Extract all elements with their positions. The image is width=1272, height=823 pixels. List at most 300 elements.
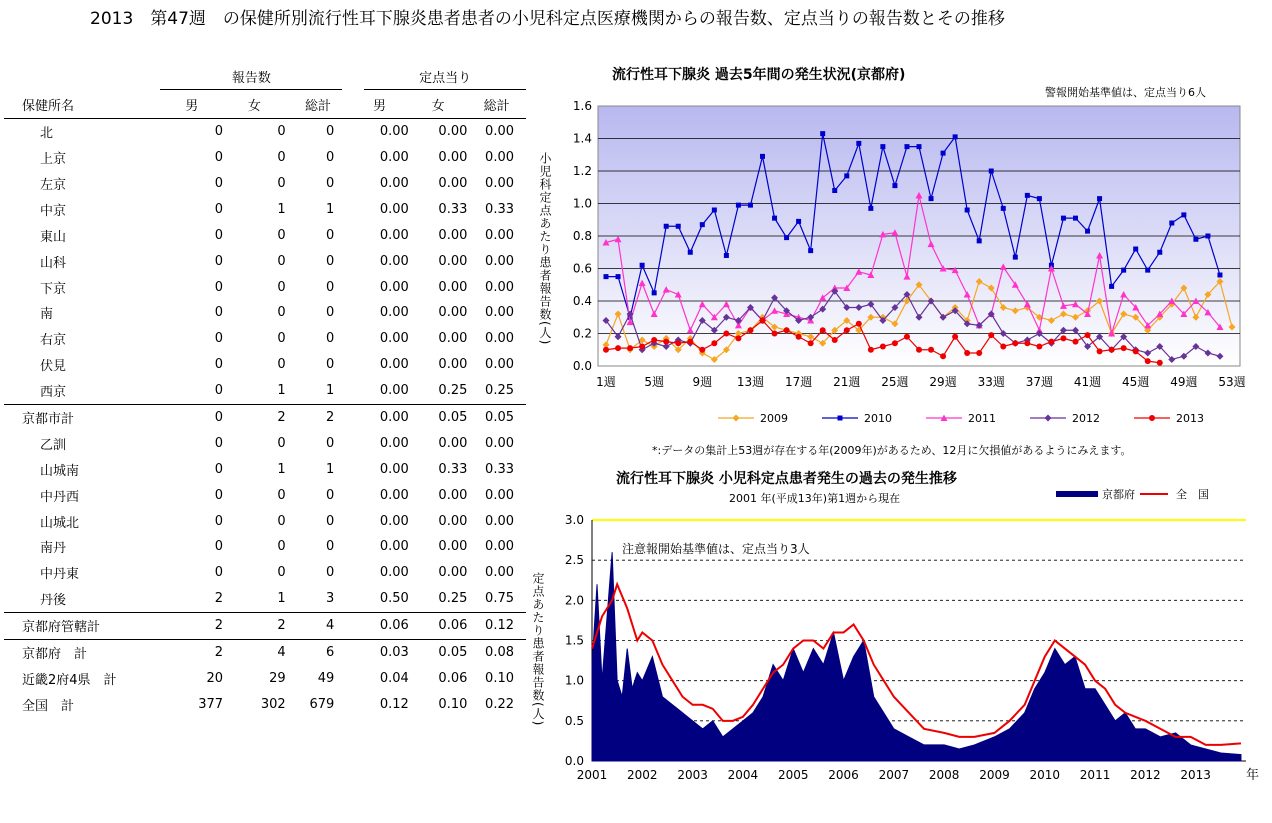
data-point (929, 196, 934, 201)
row-name: 東山 (40, 229, 67, 245)
column-header: 総計 (467, 92, 526, 118)
y-tick-label: 3.0 (564, 513, 584, 527)
data-point (1060, 335, 1066, 341)
legend-label: 2011 (968, 412, 996, 425)
row-value: 0 (277, 227, 286, 243)
row-value: 0.00 (438, 565, 468, 581)
data-point (1169, 221, 1174, 226)
row-value: 1 (223, 586, 286, 612)
data-point (820, 131, 825, 136)
row-value: 0.00 (438, 357, 468, 373)
data-point (760, 318, 766, 324)
legend-label: 全 国 (1176, 488, 1209, 501)
column-header: 総計 (286, 92, 351, 118)
row-value: 0.50 (350, 586, 409, 612)
data-point (904, 144, 909, 149)
table-row (4, 482, 526, 508)
row-value: 3 (286, 586, 351, 612)
data-point (1061, 216, 1066, 221)
row-value: 0.22 (485, 696, 514, 712)
row-value: 0.00 (438, 279, 468, 295)
data-point (712, 208, 717, 213)
data-point (1097, 348, 1103, 354)
y-tick-label: 2.5 (564, 553, 584, 568)
page-title: 2013 第47週 の保健所別流行性耳下腺炎患者患者の小児科定点医療機関からの報告数、定点当りの報告数とその推移 (90, 9, 1005, 29)
row-value: 0 (326, 279, 335, 295)
row-value: 0.00 (379, 435, 409, 451)
x-tick-label: 2009 (979, 768, 1010, 782)
row-value: 0 (160, 378, 223, 404)
table-row (4, 534, 526, 560)
row-name: 南 (40, 307, 54, 323)
row-value: 0 (214, 201, 224, 217)
table-row (4, 456, 526, 482)
data-point (760, 154, 765, 159)
row-value: 1 (286, 378, 351, 404)
x-tick-label: 13週 (736, 375, 765, 389)
table-row (4, 586, 526, 612)
table-row (4, 300, 526, 326)
table-row (4, 352, 526, 378)
legend-item (822, 412, 892, 425)
row-value: 0.05 (409, 404, 468, 430)
row-value: 49 (317, 670, 335, 686)
series-area-kyoto (592, 552, 1241, 761)
data-point (747, 327, 753, 333)
row-value: 0.00 (485, 331, 514, 347)
data-point (1037, 196, 1042, 201)
table-row (4, 378, 526, 404)
row-value: 0.00 (379, 513, 409, 529)
x-tick-label: 2011 (1079, 768, 1111, 782)
column-header: 男 (160, 92, 223, 118)
row-value: 0 (277, 279, 286, 295)
row-name: 全国 計 (22, 698, 75, 714)
data-point (838, 416, 843, 421)
data-point (627, 345, 633, 351)
data-point (699, 347, 705, 353)
row-value: 0.00 (379, 565, 409, 581)
row-value: 0 (326, 565, 335, 581)
data-point (1073, 216, 1078, 221)
row-value: 0.10 (438, 696, 468, 712)
row-value: 6 (286, 639, 351, 665)
data-point (1109, 284, 1114, 289)
data-point (953, 134, 958, 139)
row-value: 0.00 (438, 487, 468, 503)
row-value: 0.00 (379, 357, 409, 373)
data-point (615, 345, 621, 351)
row-value: 29 (269, 670, 286, 686)
x-tick-label: 2006 (828, 768, 859, 782)
row-value: 0.00 (350, 378, 409, 404)
x-tick-label: 45週 (1122, 375, 1150, 389)
row-name: 右京 (40, 333, 67, 349)
data-point (1013, 255, 1018, 260)
row-value: 0.00 (485, 487, 514, 503)
data-point (772, 331, 778, 337)
legend-item (1134, 412, 1204, 425)
x-tick-label: 2002 (627, 768, 658, 782)
row-value: 0.00 (438, 150, 468, 166)
data-point (688, 250, 693, 255)
data-point (892, 340, 898, 346)
row-name: 南丹 (40, 541, 67, 557)
legend-swatch (1056, 491, 1098, 497)
table-row (4, 560, 526, 586)
data-point (639, 344, 645, 350)
data-point (1193, 237, 1198, 242)
table-row (4, 508, 526, 534)
data-point (1121, 345, 1127, 351)
row-value: 0.10 (485, 670, 514, 686)
row-value: 0.33 (438, 461, 468, 477)
data-point (1133, 247, 1138, 252)
data-point (964, 350, 970, 356)
chart2-ylabel: 定点あたり患者報告数(人) (531, 572, 545, 727)
y-tick-label: 0.4 (572, 294, 592, 308)
data-point (748, 203, 753, 208)
row-value: 20 (206, 670, 224, 686)
data-point (664, 224, 669, 229)
row-name: 山科 (40, 255, 67, 271)
x-tick-label: 2008 (928, 768, 960, 782)
row-value: 0.06 (350, 612, 409, 639)
data-point (1097, 196, 1102, 201)
table-row (4, 639, 526, 665)
row-value: 0.00 (438, 435, 468, 451)
x-tick-label: 9週 (692, 375, 713, 389)
data-point (733, 415, 740, 422)
data-point (1012, 340, 1018, 346)
x-tick-label: 2001 (576, 768, 608, 782)
table-row (4, 248, 526, 274)
data-point (965, 208, 970, 213)
legend-label: 2013 (1176, 412, 1204, 425)
x-tick-label: 21週 (833, 375, 861, 389)
row-name: 西京 (4, 378, 160, 404)
data-point (941, 151, 946, 156)
group-header-reports: 報告数 (160, 66, 350, 92)
data-point (808, 248, 813, 253)
legend-label: 2009 (760, 412, 788, 425)
data-point (868, 347, 874, 353)
row-value: 2 (223, 612, 286, 639)
x-tick-label: 2012 (1130, 768, 1161, 782)
row-name: 京都府 計 (4, 639, 160, 665)
row-value: 0.00 (379, 124, 409, 140)
table-row (4, 404, 526, 430)
row-value: 0.00 (485, 176, 514, 191)
data-point (603, 347, 609, 353)
data-point (772, 216, 777, 221)
table-row (4, 612, 526, 639)
data-point (916, 347, 922, 353)
y-tick-label: 0.5 (564, 713, 584, 728)
row-value: 0.03 (350, 639, 409, 665)
data-point (1073, 339, 1079, 345)
data-point (1045, 415, 1052, 422)
row-value: 0 (326, 253, 335, 269)
legend-item (718, 412, 788, 425)
row-value: 0.04 (379, 670, 409, 686)
row-name: 京都府管轄計 (4, 612, 160, 639)
row-value: 377 (198, 696, 224, 712)
y-tick-label: 1.2 (572, 164, 592, 178)
row-value: 0.33 (438, 201, 468, 217)
data-point (844, 327, 850, 333)
x-tick-label: 2007 (878, 768, 910, 782)
data-point (640, 263, 645, 268)
row-value: 0 (214, 513, 224, 529)
row-value: 0.00 (438, 227, 468, 243)
y-tick-label: 1.0 (572, 196, 592, 211)
data-point (1001, 206, 1006, 211)
row-value: 4 (286, 612, 351, 639)
data-point (616, 274, 621, 279)
data-point (796, 334, 802, 340)
x-tick-label: 17週 (784, 375, 813, 389)
chart2-xunit: 年 (1246, 768, 1260, 783)
row-value: 0.00 (379, 539, 409, 555)
row-value: 0 (277, 513, 286, 529)
row-name: 中丹東 (40, 567, 80, 583)
row-value: 0.00 (379, 331, 409, 347)
row-value: 2 (160, 639, 223, 665)
row-value: 2 (223, 404, 286, 430)
x-tick-label: 33週 (977, 375, 1005, 389)
y-tick-label: 0.6 (572, 261, 592, 276)
row-name: 中丹西 (40, 489, 80, 505)
row-value: 0 (214, 539, 224, 555)
row-value: 1 (277, 461, 286, 477)
legend (1056, 487, 1209, 501)
data-point (1024, 340, 1030, 346)
table-row (4, 222, 526, 248)
row-value: 1 (326, 461, 335, 477)
chart1-threshold-note: 警報開始基準値は、定点当り6人 (1045, 86, 1206, 99)
data-point (1109, 347, 1115, 353)
row-name: 下京 (40, 281, 67, 297)
row-name: 丹後 (4, 586, 160, 612)
chart1-ylabel: 小児科定点あたり患者報告数(人) (538, 152, 552, 346)
row-value: 0 (214, 487, 224, 503)
table-row (4, 274, 526, 300)
row-value: 0.00 (485, 124, 514, 140)
row-value: 1 (326, 201, 335, 217)
row-value: 0.00 (485, 357, 514, 373)
data-point (808, 340, 814, 346)
data-point (736, 203, 741, 208)
row-value: 0 (214, 124, 224, 140)
y-tick-label: 1.5 (564, 633, 584, 648)
group-header-per-sentinel: 定点当り (350, 66, 526, 92)
row-value: 0 (277, 435, 286, 451)
row-value: 0.00 (438, 513, 468, 529)
x-tick-label: 53週 (1218, 375, 1246, 389)
data-point (1157, 250, 1162, 255)
row-value: 0.12 (379, 696, 409, 712)
row-value: 0.06 (409, 612, 468, 639)
table-row (4, 171, 526, 197)
row-value: 0.00 (485, 435, 514, 451)
column-header: 保健所名 (4, 92, 160, 118)
y-tick-label: 0.0 (572, 359, 592, 373)
y-tick-label: 2.0 (564, 593, 584, 608)
legend-item (1030, 412, 1100, 425)
data-point (676, 224, 681, 229)
y-tick-label: 1.4 (572, 131, 592, 146)
chart1-footnote: *:データの集計上53週が存在する年(2009年)があるため、12月に欠損値があるようにみえます。 (652, 444, 1132, 457)
row-value: 0 (326, 176, 335, 191)
table-row (4, 691, 526, 717)
row-value: 0 (214, 357, 224, 373)
row-value: 0 (160, 404, 223, 430)
row-value: 0.25 (409, 586, 468, 612)
row-value: 0.75 (467, 586, 526, 612)
row-value: 0 (214, 331, 224, 347)
row-value: 0.33 (485, 201, 514, 217)
row-value: 0 (277, 124, 286, 140)
row-value: 2 (160, 586, 223, 612)
group-header-row (4, 66, 526, 92)
row-value: 0.08 (467, 639, 526, 665)
row-name: 上京 (40, 152, 67, 168)
row-name: 山城南 (40, 463, 80, 479)
x-tick-label: 1週 (596, 375, 616, 389)
row-value: 0.00 (379, 176, 409, 191)
x-tick-label: 5週 (644, 375, 664, 389)
row-value: 0.00 (438, 305, 468, 321)
column-header: 女 (409, 92, 468, 118)
row-value: 0 (326, 305, 335, 321)
data-point (880, 144, 885, 149)
column-header-row (4, 92, 526, 118)
row-value: 0 (214, 435, 224, 451)
row-value: 0.00 (438, 253, 468, 269)
data-point (988, 332, 994, 338)
y-tick-label: 1.6 (572, 99, 592, 113)
row-name: 京都市計 (4, 404, 160, 430)
data-point (940, 353, 946, 359)
row-value: 0 (277, 176, 286, 191)
row-value: 0.00 (379, 150, 409, 166)
data-point (1217, 273, 1222, 278)
x-tick-label: 2010 (1029, 768, 1061, 782)
row-value: 0.00 (485, 150, 514, 166)
data-point (1036, 344, 1042, 350)
row-name: 中京 (40, 203, 67, 219)
legend-label: 2012 (1072, 412, 1100, 425)
row-value: 0.33 (485, 461, 514, 477)
chart1-weekly-line (556, 96, 1256, 441)
row-value: 302 (260, 696, 286, 712)
row-value: 2 (160, 612, 223, 639)
column-header: 男 (350, 92, 409, 118)
row-value: 0 (277, 357, 286, 373)
x-tick-label: 29週 (929, 375, 957, 389)
row-value: 0 (326, 487, 335, 503)
row-value: 0 (326, 539, 335, 555)
report-table (4, 66, 526, 717)
data-point (952, 334, 958, 340)
row-value: 0 (277, 539, 286, 555)
data-point (1048, 339, 1054, 345)
row-value: 679 (309, 696, 335, 712)
data-point (663, 339, 669, 345)
row-value: 0.00 (438, 539, 468, 555)
chart2-history-area (548, 484, 1270, 794)
row-name: 左京 (40, 178, 67, 193)
chart2-subtitle: 2001 年(平成13年)第1週から現在 (729, 492, 901, 505)
row-value: 0.00 (379, 227, 409, 243)
data-point (892, 183, 897, 188)
data-point (1149, 415, 1155, 421)
row-value: 1 (223, 378, 286, 404)
table-row (4, 145, 526, 171)
data-point (735, 335, 741, 341)
y-tick-label: 0.2 (572, 326, 592, 341)
y-tick-label: 0.8 (572, 229, 592, 243)
x-tick-label: 25週 (881, 375, 909, 389)
row-value: 0.00 (485, 253, 514, 269)
row-value: 4 (223, 639, 286, 665)
row-value: 0 (214, 461, 224, 477)
data-point (856, 141, 861, 146)
data-point (651, 337, 657, 343)
table-row (4, 665, 526, 691)
x-tick-label: 49週 (1170, 375, 1198, 389)
row-value: 0.05 (409, 639, 468, 665)
row-name: 伏見 (40, 359, 67, 375)
row-value: 0 (214, 227, 224, 243)
row-value: 0.00 (350, 404, 409, 430)
row-value: 0.00 (485, 279, 514, 295)
data-point (844, 173, 849, 178)
x-tick-label: 37週 (1025, 375, 1054, 389)
row-value: 0.00 (485, 513, 514, 529)
row-value: 2 (286, 404, 351, 430)
data-point (784, 327, 790, 333)
data-point (928, 347, 934, 353)
chart2-title: 流行性耳下腺炎 小児科定点患者発生の過去の発生推移 (616, 471, 957, 487)
column-header: 女 (223, 92, 286, 118)
row-value: 0.05 (467, 404, 526, 430)
data-point (1085, 229, 1090, 234)
data-point (724, 253, 729, 258)
row-value: 0.00 (438, 331, 468, 347)
row-value: 0 (326, 124, 335, 140)
legend-label: 京都府 (1102, 488, 1135, 501)
data-point (976, 350, 982, 356)
y-tick-label: 1.0 (564, 673, 584, 688)
row-value: 0 (214, 253, 224, 269)
legend-item (926, 412, 996, 425)
row-value: 0 (277, 253, 286, 269)
row-value: 0.25 (409, 378, 468, 404)
data-point (711, 340, 717, 346)
row-value: 0 (277, 305, 286, 321)
row-value: 1 (277, 201, 286, 217)
row-value: 0.00 (485, 305, 514, 321)
x-tick-label: 2004 (727, 768, 759, 782)
row-value: 0.00 (379, 253, 409, 269)
data-point (820, 327, 826, 333)
row-name: 北 (40, 126, 54, 142)
data-point (1133, 348, 1139, 354)
data-point (1085, 332, 1091, 338)
row-name: 乙訓 (40, 437, 67, 453)
